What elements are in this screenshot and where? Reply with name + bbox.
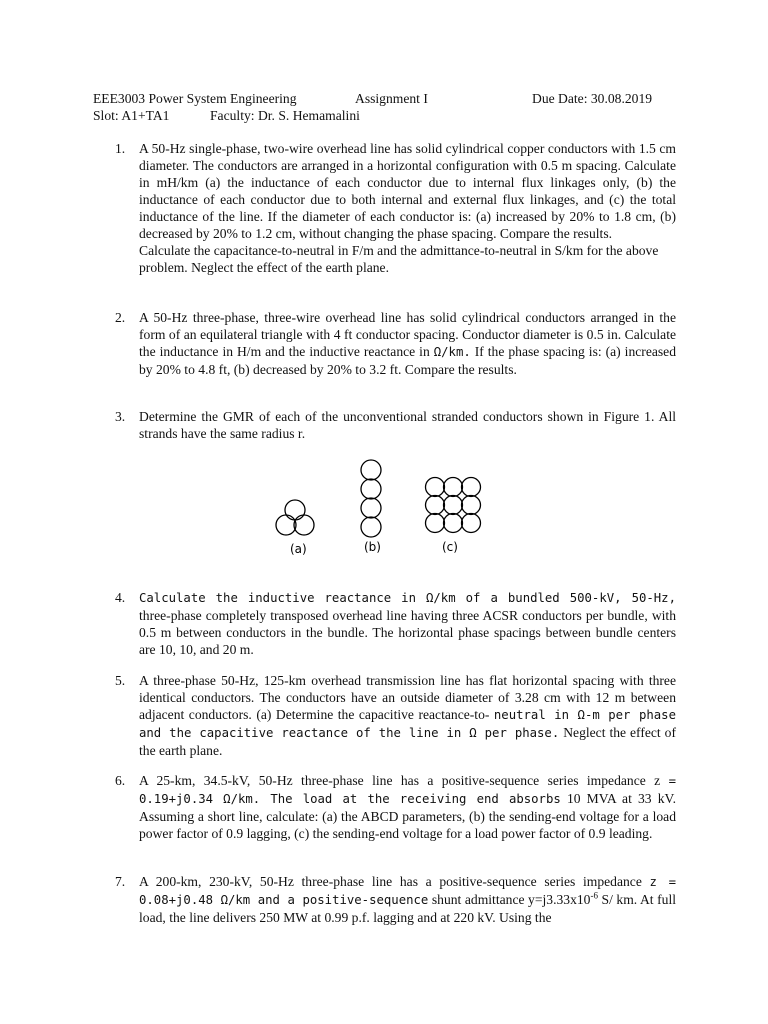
question-number: 7. [115, 874, 126, 889]
question-6 [93, 772, 676, 842]
question-4 [93, 589, 676, 658]
question-text: A 200-km, 230-kV, 50-Hz three-phase line has a positive-sequence series impedance [139, 874, 650, 889]
conductor-c [426, 478, 481, 533]
question-number: 5. [115, 673, 126, 688]
impedance-value: z = 0.08+j0.48 Ω/km and a positive-sequence [139, 875, 676, 907]
conductor-a [276, 500, 314, 535]
question-text-part2: Calculate the capacitance-to-neutral in F/m and the admittance-to-neutral in S/km for the above problem. Neglect the effect of the earth plane. [139, 243, 659, 275]
question-text-mono: neutral in Ω-m per phase and the capacitive reactance of the line in Ω per phase. [139, 708, 676, 740]
figure-label-b: (b) [364, 540, 381, 554]
slot-label: Slot: A1+TA1 [93, 108, 170, 123]
header-line-1 [93, 90, 653, 107]
question-7 [93, 873, 676, 926]
question-text: Determine the GMR of each of the unconventional stranded conductors shown in Figure 1. All strands have the same radius r. [139, 409, 676, 441]
due-date: Due Date: 30.08.2019 [532, 91, 653, 106]
question-1 [93, 140, 676, 276]
question-5 [93, 672, 676, 759]
question-number: 4. [115, 590, 126, 605]
question-text-cont: 10 MVA at 33 kV. Assuming a short line, calculate: (a) the ABCD parameters, (b) the sending-end voltage for a load power factor of 0.9 lagging, (c) the sending-end voltage for a load power factor of 0.9 leading. [139, 791, 677, 841]
question-text-cont: Neglect the effect of the earth plane. [139, 725, 676, 758]
assignment-label: Assignment I [355, 91, 428, 106]
question-number: 6. [115, 773, 126, 788]
question-text: A 50-Hz three-phase, three-wire overhead line has solid cylindrical conductors arranged in the form of an equilateral triangle with 4 ft conductor spacing. Conductor diameter is 0.5 in. Calculate the inductance in H/m and the inductive reactance in [139, 310, 676, 359]
reactance-unit: Ω/km. [433, 345, 471, 359]
figure-stranded-conductors [270, 455, 500, 559]
question-text-cont: If the phase spacing is: (a) increased by 20% to 4.8 ft, (b) decreased by 20% to 3.2 ft. Compare the results. [139, 344, 677, 377]
question-text: A three-phase 50-Hz, 125-km overhead transmission line has flat horizontal spacing with three identical conductors. The conductors have an outside diameter of 3.28 cm with 12 m between adjacent conductors. (a) Determine the capacitive reactance-to- [139, 673, 676, 722]
question-text-cont: shunt admittance y=j3.33x10 [431, 892, 591, 907]
question-text: A 25-km, 34.5-kV, 50-Hz three-phase line has a positive-sequence series impedance z [139, 773, 669, 788]
question-number: 3. [115, 409, 126, 424]
question-2 [93, 309, 676, 378]
exponent: -6 [590, 890, 598, 901]
conductor-b [361, 460, 381, 537]
figure-label-c: (c) [442, 540, 458, 554]
impedance-value: = 0.19+j0.34 Ω/km. The load at the receiving end absorbs [139, 774, 676, 806]
question-text: A 50-Hz single-phase, two-wire overhead line has solid cylindrical copper conductors with 1.5 cm diameter. The conductors are arranged in a horizontal configuration with 0.5 m spacing. Calculate in mH/km (a) the inductance of each conductor due to internal flux linkages only, (b) the inductance of each conductor due to both internal and external flux linkages, and (c) the total inductance of the line. If the diameter of each conductor is: (a) increased by 20% to 1.8 cm, (b) decreased by 20% to 1.2 cm, without changing the phase spacing. Compare the results. [139, 141, 676, 241]
question-text: Calculate the inductive reactance in Ω/km of a bundled 500-kV, 50-Hz, [139, 591, 676, 605]
faculty-label: Faculty: Dr. S. Hemamalini [210, 108, 360, 123]
question-number: 1. [115, 141, 126, 156]
course-title: EEE3003 Power System Engineering [93, 91, 297, 106]
figure-label-a: (a) [290, 542, 307, 556]
question-text-cont: three-phase completely transposed overhead line having three ACSR conductors per bundle, with 0.5 m between conductors in the bundle. The horizontal phase spacings between bundle centers are 10, 10, and 20 m. [139, 608, 676, 657]
question-number: 2. [115, 310, 126, 325]
question-3 [93, 408, 676, 442]
question-text-cont2: S/ km. At full load, the line delivers 250 MW at 0.99 p.f. lagging and at 220 kV. Using the [139, 892, 676, 925]
header-line-2 [93, 107, 360, 124]
